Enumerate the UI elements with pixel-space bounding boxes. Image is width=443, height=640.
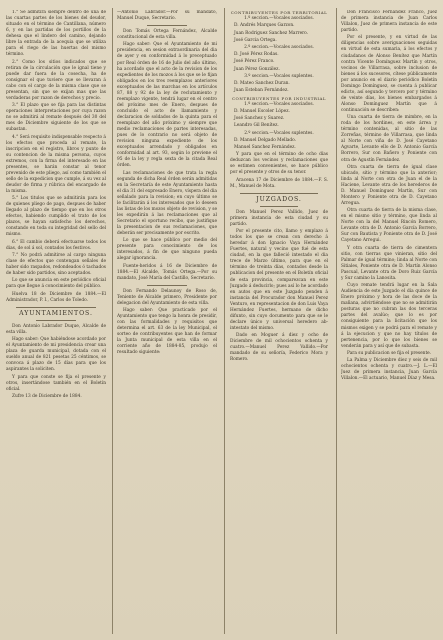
list-item: D. Andrés Marques Garzon. (234, 23, 295, 29)
paragraph: —Antonio Labrador.—Por su mandato, Manuel Duque, Secretario. (117, 10, 217, 22)
section-label: 1.º seccion.—Vocales asociados. (244, 16, 314, 22)
paragraph: Don Fernando Delaunoy de Roso de, Teniente de Alcalde primero, Presidente por delegacion del Ayuntamiento de esta villa. (117, 288, 217, 306)
paragraph: 5.° Los titulos que se admitirán para los de quienes pliego de pago, despues de haber llegado al plazo de tiempo que en los otros efectos, habiendo cumplido el trato de los plazos, se hayan satisfecho los derechos, constando en toda su integridad del sello del mismo. (6, 196, 106, 238)
section-label: 2.º seccion.—Vocales asociados. (244, 44, 314, 50)
paragraph: Por el presente, y en virtud de las diligencias sobre averiguaciones seguidas en virtud de esta sumaria, á los efectos y ciudadanos de Alonso Benítez que Martín contra Vicente Domínguez Martín y otros, vecinos de Villarrasa, sobre inclusion de bienes á los sucesores, cítese públicamente por anuncio en el diario periódico Boletín Domingo Domínguez, se cuenta á publicar edicto, así segundo y tercero por y término de veinte días, los bienes embargados á Alonso Domínguez Martín que á continuación se describen: (341, 35, 437, 113)
paragraph: Don Manuel Perez Vallido, Juez de primera instancia de esta ciudad y su partido. (230, 209, 328, 227)
section-heading-juzgados: JUZGADOS. (256, 195, 302, 203)
paragraph: Don Tomás Ortega Fernández, Alcalde constitucional de esta villa. (117, 29, 217, 41)
section-label: 2.º seccion.—Vocales suplentes. (244, 130, 314, 136)
list-item: Juan Esteban Fernández. (234, 88, 289, 94)
column-3 (230, 10, 328, 634)
list-item: D. José Pérez Rodas. (234, 52, 279, 58)
list-item: Juan Rodriguez Sanchez Marrero. (234, 30, 309, 36)
paragraph: Y otra cuarta de tierra de cimentera sitio, con tierras que vinieran, sitio del Palmar de igual término; linda al Norte con Sitiales, Poniente otra de D. Martín Alonso Pascual, Levante otra de Doro Ruiz García y Sur camino la Lanosita. (341, 245, 437, 281)
section-heading-ayuntamientos: AYUNTAMIENTOS. (19, 309, 93, 317)
separator-rule (240, 193, 318, 194)
list-item: Juan Pérez González. (234, 66, 280, 72)
paragraph: Y para que en el término de ocho días deduzcan los vecinos y reclamaciones que se estimen convenientes, se hace público por el presente y otros de su tenor. (230, 152, 328, 176)
paragraph: Para su publicacion se fija el presente. (347, 350, 432, 356)
section-label: 1.º seccion.—Vocales asociados. (244, 101, 314, 107)
separator-rule (36, 320, 76, 321)
paragraph: Fuente-heridos á 16 de Diciembre de 1884.—El Alcalde, Tomás Ortega.—Por su mandato, José María del Castillo, Secretario. (117, 263, 217, 281)
list-item: Leandro Gil Benítez. (234, 123, 279, 129)
paragraph: Una cuarta de tierra de mimbre, en la roda de los hordines, en este árrea y término contenidas, al sitio de las Zorreñas, término de Villarrasa, que linda al Norte con viña de D. José Cayetano Agvarte, Levante ello de D. Antonio García Borrero, Sur con Bañero y Poniente con otra de Agustín Fernández. (341, 115, 437, 163)
paragraph: Hago saber: Que habiéndose acordado por el Ayuntamiento de mi presidencia crear una plaza de guarda municipal, dotada con el sueldo anual de 821 pesetas 25 céntimos, se convoca á plazo de 15 días para que los aspirantes la soliciten. (6, 337, 106, 373)
paragraph: 4.° Será requisito indispensable respecto á los efectos que proceda al remate, la inscripcion en el registro, libros y punto de su contencion de la misma persona, cuyos extremos, con la firma del interesado en las presentes, se harán constar al tenor prevenido de este pliego, así como también el sello de la expedicion que cumple, á su vez al deudor de firma y rúbrica del encargado de la misma. (6, 134, 106, 194)
list-item: Manuel Sanchez Fernández. (234, 145, 296, 151)
paragraph: Zufre 13 de Diciembre de 1884. (12, 393, 82, 399)
paragraph: Huelva 18 de Diciembre de 1884.—El Administrador, P. I., Carlos de Toledo. (6, 291, 106, 303)
column-divider (224, 8, 225, 634)
paragraph: Don Francisco Fernández Franco, Juez de primera instancia de Juan Carlos Villalon, Juez de primera instancia de este partido. (341, 10, 437, 34)
separator-rule (16, 307, 96, 308)
paragraph: 2.° Como los sitios indicados que se retiran de la circulación que le ignal tiene y puede dar fuera de la cosecha, ha de consignar el que tuviere que se llevaran á cabo con el cargo de la misma clase que se presentan, sin que se exijan mas que las verdaderas por razon de derechos y precio. (6, 59, 106, 101)
paragraph: Aracena 17 de Diciembre de 1884.—F. S. M., Manuel de Mota. (230, 177, 328, 189)
subheading: CONTRIBUYENTES POR TERRITORIAL (230, 10, 328, 15)
separator-rule (147, 25, 187, 26)
paragraph: Por el presente cito, llamo y emplazo á todos los que se crean con derecho á heredar á don Ignacio Vaya Hernández Fuertes, natural y vecino que fué de esta ciudad, en la que falleció intestado el dia trece de Marzo último, para que en el término de treinta días, contados desde la publicacion del presente en el Boletín oficial de esta provincia, comparezcan en este Juzgado á deducirlo; pues así lo he acordado en autos que en este Juzgado penden á instancia del Procurador don Manuel Perez Venturo, en representacion de don Luis Vaya Hernández Fuertes, hermano de dicho difunto, sin cuyo documento para que se le declare único y universal heredero ab-intestato del mismo. (230, 229, 328, 331)
paragraph: 1.° Se admitirá siempre dentro de una de las cuartas partes de los bienes del deudor, situado en el término de Cantillana, número 6, y en las partidas de los portillos de la dehesa que el lindero del camino, dejando libre la entrada de la acequia que se utiliza para el riego de las huertas del mismo término. (6, 10, 106, 58)
paragraph: 3.° El plazo que se fija para las distintas operaciones interpretaciones por cuya razon no se admitirá al remate después del 30 del mes de Diciembre siguiente de los que se subastan. (6, 103, 106, 133)
paragraph: Otra cuarta de tierra de igual clase ubicado, sitio y término que la anterior; linda al Norte con otra de Juan el de la Haciene, Levante otra de los herederos de D. Manuel Domínguez Martín, Sur con Montero y Poniente otra de D. Cayetano Arregua. (341, 164, 437, 207)
paragraph: Hago saber: Que el Ayuntamiento de mi presidencia, en sesion extraordinaria del dia de ayer y en conformidad á lo preceptuado por Real órden de 16 de Julio del año último, ha acordado que el acto de la revision de los expedientes de los mozos á los que se le fijan obligados en los tres reemplazos anteriores exceptuados de las marchas en los artículos 87, 88 y 92 de la ley de reclutamiento y reemplazo vigente, tendrá lugar en el centro del próximo mes de Enero, despues de concluido el acto de llamamiento y declaracion de soldados de la quinta para el reemplazo del año próximo y siempre que medio reclamaciones de partes interesadas, pues de lo contrario no será objeto de revision ninguna expediente de los exceptuados arrendado y obligados en conformidad al art. 93, según lo previene el 95 de la ley y regla sexta de la citada Real órden. (117, 42, 217, 169)
section-label: 3.º seccion.—Vocales suplentes. (244, 73, 314, 79)
list-item: José Sanchez y Suarez. (234, 116, 285, 122)
paragraph: Las reclamaciones de que trata la regla segunda de dicha Real órden serán admitidas en la Secretaría de este Ayuntamiento hasta el dia 31 del expresado Enero, víspera del dia señalado para la revision; en cuyo último se le facilitarán á los interesados que lo deseen las listas de los mozos objeto de revision, y se les expedirán á las reclamaciones que al Secretario el oportuno recibo, que justifique la presentacion de sus reclamaciones, que deberán ser precisamente por escrito. (117, 170, 217, 237)
paragraph: 7.° No podrá admitirse al cargo ninguna clase de efectos que contengan señales de haber sido raspados, redondeados ó tachados de haber sido partidos, sino aceptados. (6, 252, 106, 277)
paragraph: 6.° El cambio deberá efectuarse todos los dias, de sol á sol, contados los festivos. (6, 239, 106, 251)
separator-rule (260, 206, 298, 207)
list-item: José Pérez Franco. (234, 59, 275, 65)
paragraph: Otra cuarta de tierra de la misma clase, en el mismo sitio y término, que linda al Norte con la del Manuel Rincón Romero, Levante otra de D. Antonio García Borrero, Sur con Bautista y Poniente otra de D. José Cayetano Arregui. (341, 208, 437, 244)
list-item: D. Manuel Delgado Mellado. (234, 137, 297, 143)
paragraph: Don Antonio Labrador Duque, Alcalde de esta villa. (6, 323, 106, 335)
separator-rule (147, 285, 187, 286)
list-item: D. Manuel Escoler López. (234, 108, 290, 114)
paragraph: Dado en Moguer á diez y ocho de Diciembre de mil ochocientos ochenta y cuatro.—Manuel Perez Vallido.—Por mandado de su señoría, Federico Mora y Romero. (230, 333, 328, 363)
paragraph: La Palma y Diciembre diez y seis de mil ochocientos ochenta y cuatro.—J. L.—El Juez de primera instancia, Juan García Villalon.—El actuario, Manuel Díaz y Mesa. (341, 358, 437, 382)
paragraph: Cuyo remate tendrá lugar en la Sala Audiencia de este Juzgado el día quince de Enero próximo y hora de las doce de la mañana, advirtiéndose que no se admitirán posturas que no cubran las dos terceras partes del avalúo; que lo es por consiguiente para la licitación que los mismos exigen y se podrá para el remate y á la ejecucion y que no hay títulos de pertenencia, por lo que los bienes se venderán para y así que de subasta. (341, 283, 437, 349)
column-1 (6, 10, 106, 634)
paragraph: Lo que se anuncia en este periódico oficial para que llegue á conocimiento del público. (6, 278, 106, 290)
paragraph: Y para que conste se fija el presente y otros, insertándose también en el Boletín oficial. (6, 374, 106, 392)
paragraph: Lo que se hace público por medio del presente para conocimiento de los interesados, á fin de que ninguno pueda alegar ignorancia. (117, 238, 217, 262)
column-divider (112, 8, 113, 634)
column-divider (336, 8, 337, 634)
list-item: José Garcia Ortega. (234, 37, 277, 43)
column-4 (341, 10, 437, 634)
paragraph: Hago saber: Que practicado por el Ayuntamiento que tengo la honra de presidir, con las formalidades y requisitos que determina el art. 63 de la ley Municipal, el sorteo de contribuyentes que han de formar la Junta municipal de esta villa en el corriente año de 1884-85, produjo el resultado siguiente: (117, 308, 217, 356)
subheading: CONTRIBUYENTES POR INDUSTRIAL (231, 95, 327, 101)
column-2 (117, 10, 217, 634)
list-item: D. Mateo Sanchez Duran. (234, 81, 290, 87)
